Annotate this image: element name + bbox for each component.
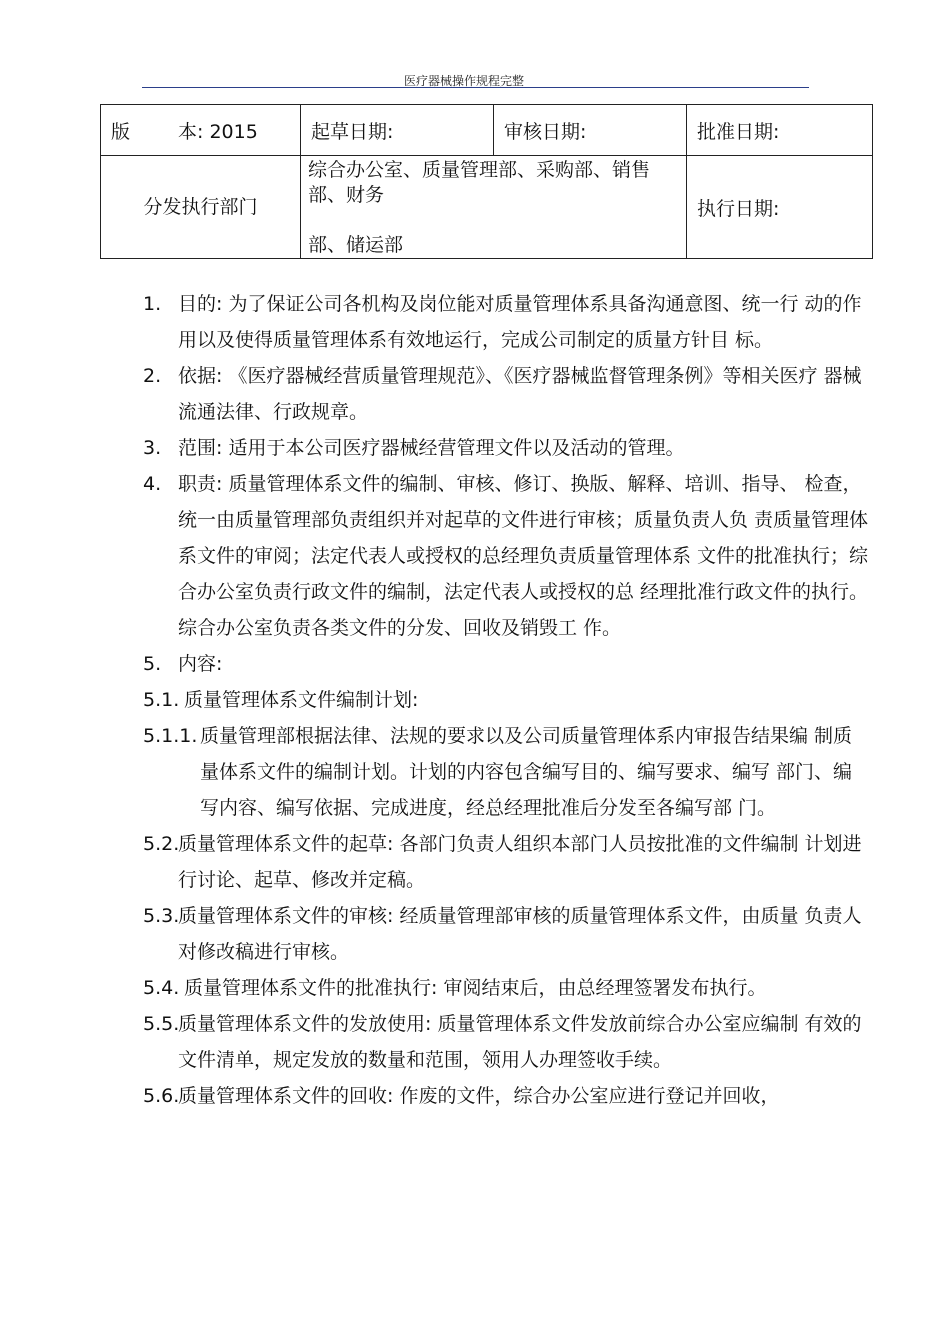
list-item (143, 1006, 883, 1078)
list-item (143, 682, 883, 718)
item-text: 质量管理部根据法律、法规的要求以及公司质量管理体系内审报告结果编 制质量体系文件的编制计划。计划的内容包含编写目的、编写要求、编写 部门、编写内容、编写依据、完成进度，经总经理批准后分发至各编写部 门。 (200, 725, 853, 819)
document-title: 医疗器械操作规程完整 (404, 74, 525, 88)
info-row-departments (101, 156, 873, 259)
approve-date-cell: 批准日期: (687, 105, 873, 156)
list-item (143, 1078, 883, 1114)
info-table (100, 104, 873, 259)
item-text: 依据: 《医疗器械经营质量管理规范》、《医疗器械监督管理条例》等相关医疗 器械流通法律、行政规章。 (178, 365, 862, 423)
item-text: 内容: (178, 653, 223, 675)
item-text: 质量管理体系文件的批准执行: 审阅结束后，由总经理签署发布执行。 (184, 977, 767, 999)
item-text: 目的: 为了保证公司各机构及岗位能对质量管理体系具备沟通意图、统一行 动的作用以及使得质量管理体系有效地运行，完成公司制定的质量方针目 标。 (178, 293, 862, 351)
version-cell (101, 105, 301, 156)
item-text: 质量管理体系文件的回收: 作废的文件，综合办公室应进行登记并回收， (178, 1085, 780, 1107)
item-text: 质量管理体系文件的起草: 各部门负责人组织本部门人员按批准的文件编制 计划进行讨论、起草、修改并定稿。 (178, 833, 862, 891)
list-item (143, 718, 883, 826)
depts-line-1: 综合办公室、质量管理部、采购部、销售部、财务 (308, 159, 651, 206)
item-text: 范围: 适用于本公司医疗器械经营管理文件以及活动的管理。 (178, 437, 685, 459)
version-value: 本: 2015 (178, 120, 258, 143)
list-item (143, 970, 883, 1006)
item-text: 质量管理体系文件的审核: 经质量管理部审核的质量管理体系文件，由质量 负责人对修改稿进行审核。 (178, 905, 862, 963)
item-text: 质量管理体系文件编制计划: (184, 689, 419, 711)
header-rule (142, 87, 809, 88)
item-number: 5.6. (143, 1085, 180, 1107)
item-number: 4. (143, 473, 162, 495)
draft-date-cell: 起草日期: (301, 105, 494, 156)
item-number: 5.3. (143, 905, 180, 927)
item-number: 5.5. (143, 1013, 180, 1035)
item-number: 5.1. (143, 689, 180, 711)
list-item (143, 286, 883, 358)
review-date-cell: 审核日期: (494, 105, 687, 156)
info-row-dates (101, 105, 873, 156)
item-number: 5.2. (143, 833, 180, 855)
exec-date-cell: 执行日期: (687, 156, 873, 259)
item-number: 5. (143, 653, 162, 675)
document-body (143, 286, 883, 1114)
depts-cell (301, 156, 687, 259)
list-item (143, 898, 883, 970)
list-item (143, 826, 883, 898)
depts-line-2: 部、储运部 (308, 234, 404, 256)
list-item (143, 430, 883, 466)
item-text: 质量管理体系文件的发放使用: 质量管理体系文件发放前综合办公室应编制 有效的文件清单，规定发放的数量和范围，领用人办理签收手续。 (178, 1013, 862, 1071)
list-item (143, 646, 883, 682)
dept-label-cell: 分发执行部门 (101, 156, 301, 259)
item-number: 1. (143, 293, 162, 315)
version-label: 版 (111, 120, 131, 143)
list-item (143, 358, 883, 430)
item-text: 职责: 质量管理体系文件的编制、审核、修订、换版、解释、培训、指导、 检查，统一由质量管理部负责组织并对起草的文件进行审核；质量负责人负 责质量管理体系文件的审阅；法定代表人或授权的总经理负责质量管理体系 文件的批准执行；综合办公室负责行政文件的编制，法定代表人或授权的总 经理批准行政文件的执行。综合办公室负责各类文件的分发、回收及销毁工 作。 (178, 473, 869, 639)
list-item (143, 466, 883, 646)
item-number: 5.1.1. (143, 725, 198, 747)
item-number: 5.4. (143, 977, 180, 999)
item-number: 3. (143, 437, 162, 459)
item-number: 2. (143, 365, 162, 387)
